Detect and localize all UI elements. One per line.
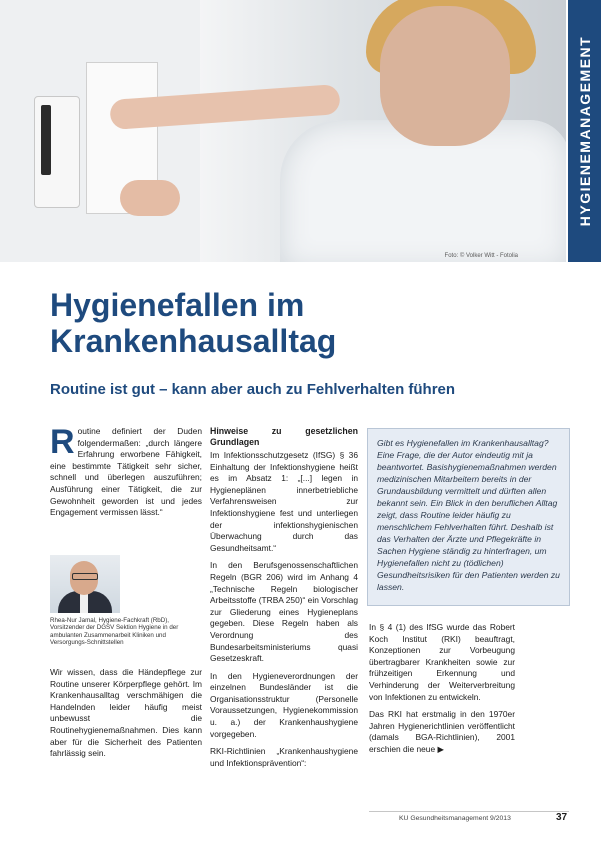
photo-credit: Foto: © Volker Witt - Fotolia	[444, 253, 518, 259]
disinfectant-dispenser	[34, 96, 80, 208]
section-label: HYGIENEMANAGEMENT	[576, 35, 593, 227]
section-side-tab	[568, 0, 601, 262]
author-caption: Rhea-Nur Jamal, Hygiene-Fachkraft (RbD), Vorsitzender der DGSV Sektion Hygiene in der ambulanten Zusammenarbeit Kliniken und Versorgungs-Schnittstellen	[50, 617, 179, 647]
teaser-infobox	[367, 428, 570, 606]
article-subtitle: Routine ist gut – kann aber auch zu Fehlverhalten führen	[50, 381, 456, 398]
col3-paragraph-1: In § 4 (1) des IfSG wurde das Robert Koch Institut (RKI) beauftragt, Konzeptionen zur Vorbeugung übertragbarer Krankheiten sowie zur frühzeitigen Erkennung und Verhinderung der Weiterverbreitung von Infektionen zu entwickeln.	[369, 622, 515, 702]
footer-divider	[369, 811, 569, 812]
column1-body: Wir wissen, dass die Händepflege zur Routine unserer Körperpflege gehört. Im Krankenhausalltag verschmähigen die Handelnden leider häufig meist unbewusst die Routinehygienemaßnahmen. Dies kann aber für die Sicherheit des Patienten fahrlässig sein.	[50, 667, 202, 759]
section-heading: Hinweise zu gesetzlichen Grundlagen	[210, 426, 358, 447]
article-title: Hygienefallen im Krankenhausalltag	[50, 287, 337, 359]
infobox-text: Gibt es Hygienefallen im Krankenhausalltag? Eine Frage, die der Autor eindeutig mit ja beantwortet. Basishygienemaßnahmen werden medizinischen Mitarbeitern bereits in der Grundausbildung vermittelt und dürften allen bekannt sein. Ein Blick in den beruflichen Alltag zeigt, dass Routine leider häufig zu menschlichem Fehlverhalten führt. Deshalb ist das Verhalten der Ärzte und Pflegekräfte in Sachen Hygiene ständig zu hinterfragen, um Hygienefallen nicht zu (tödlichen) Gesundheitsrisiken für den Patienten werden zu lassen.	[377, 438, 560, 592]
header-photo	[0, 0, 566, 262]
col2-paragraph-2: In den Berufsgenossenschaftlichen Regeln (BGR 206) wird im Anhang 4 „Technische Regeln biologischer Arbeitsstoffe (TRBA 250)“ ein Vorschlag zur Gliederung eines Hygieneplans gegeben. Diese Regeln haben als Verordnung des Bundesarbeitsministeriums quasi Gesetzeskraft.	[210, 560, 358, 664]
footer-publication: KU Gesundheitsmanagement 9/2013	[399, 815, 511, 822]
hand	[120, 180, 180, 216]
col3-paragraph-2: Das RKI hat erstmalig in den 1970er Jahren Hygienerichtlinien veröffentlicht (damals BGA-Richtlinien), 2001 erschien die neue ▶	[369, 709, 515, 754]
col2-paragraph-3: In den Hygieneverordnungen der einzelnen Bundesländer ist die Organisationsstruktur (Personelle Voraussetzungen, Hygienekommission u. a.) der Krankenhaushygiene vorgegeben.	[210, 670, 358, 739]
page-number: 37	[556, 812, 568, 823]
intro-paragraph	[50, 423, 202, 519]
drop-cap: R	[50, 423, 75, 461]
author-portrait	[50, 555, 120, 613]
column3	[369, 622, 515, 762]
column2	[210, 426, 358, 775]
col2-paragraph-1: Im Infektionsschutzgesetz (IfSG) § 36 Einhaltung der Infektionshygiene heißt es im Absatz 1: „[...] legen in Hygieneplänen innerbetriebliche Verfahrensweisen zur Infektionshygiene fest und unterliegen der infektionshygienischen Überwachung durch das Gesundheitsamt.“	[210, 450, 358, 553]
nurse-head	[380, 6, 510, 146]
intro-text: outine definiert der Duden folgendermaßen: „durch längere Erfahrung erworbene Fähigkeit, eine bestimmte Tätigkeit sehr sicher, schnell und überlegen auszuführen; Ausführung einer Tätigkeit, die zur Gewohnheit geworden ist und jedes Engagement vermissen lässt.“	[50, 426, 202, 518]
col2-paragraph-4: RKI-Richtlinien „Krankenhaushygiene und Infektionsprävention“:	[210, 746, 358, 768]
